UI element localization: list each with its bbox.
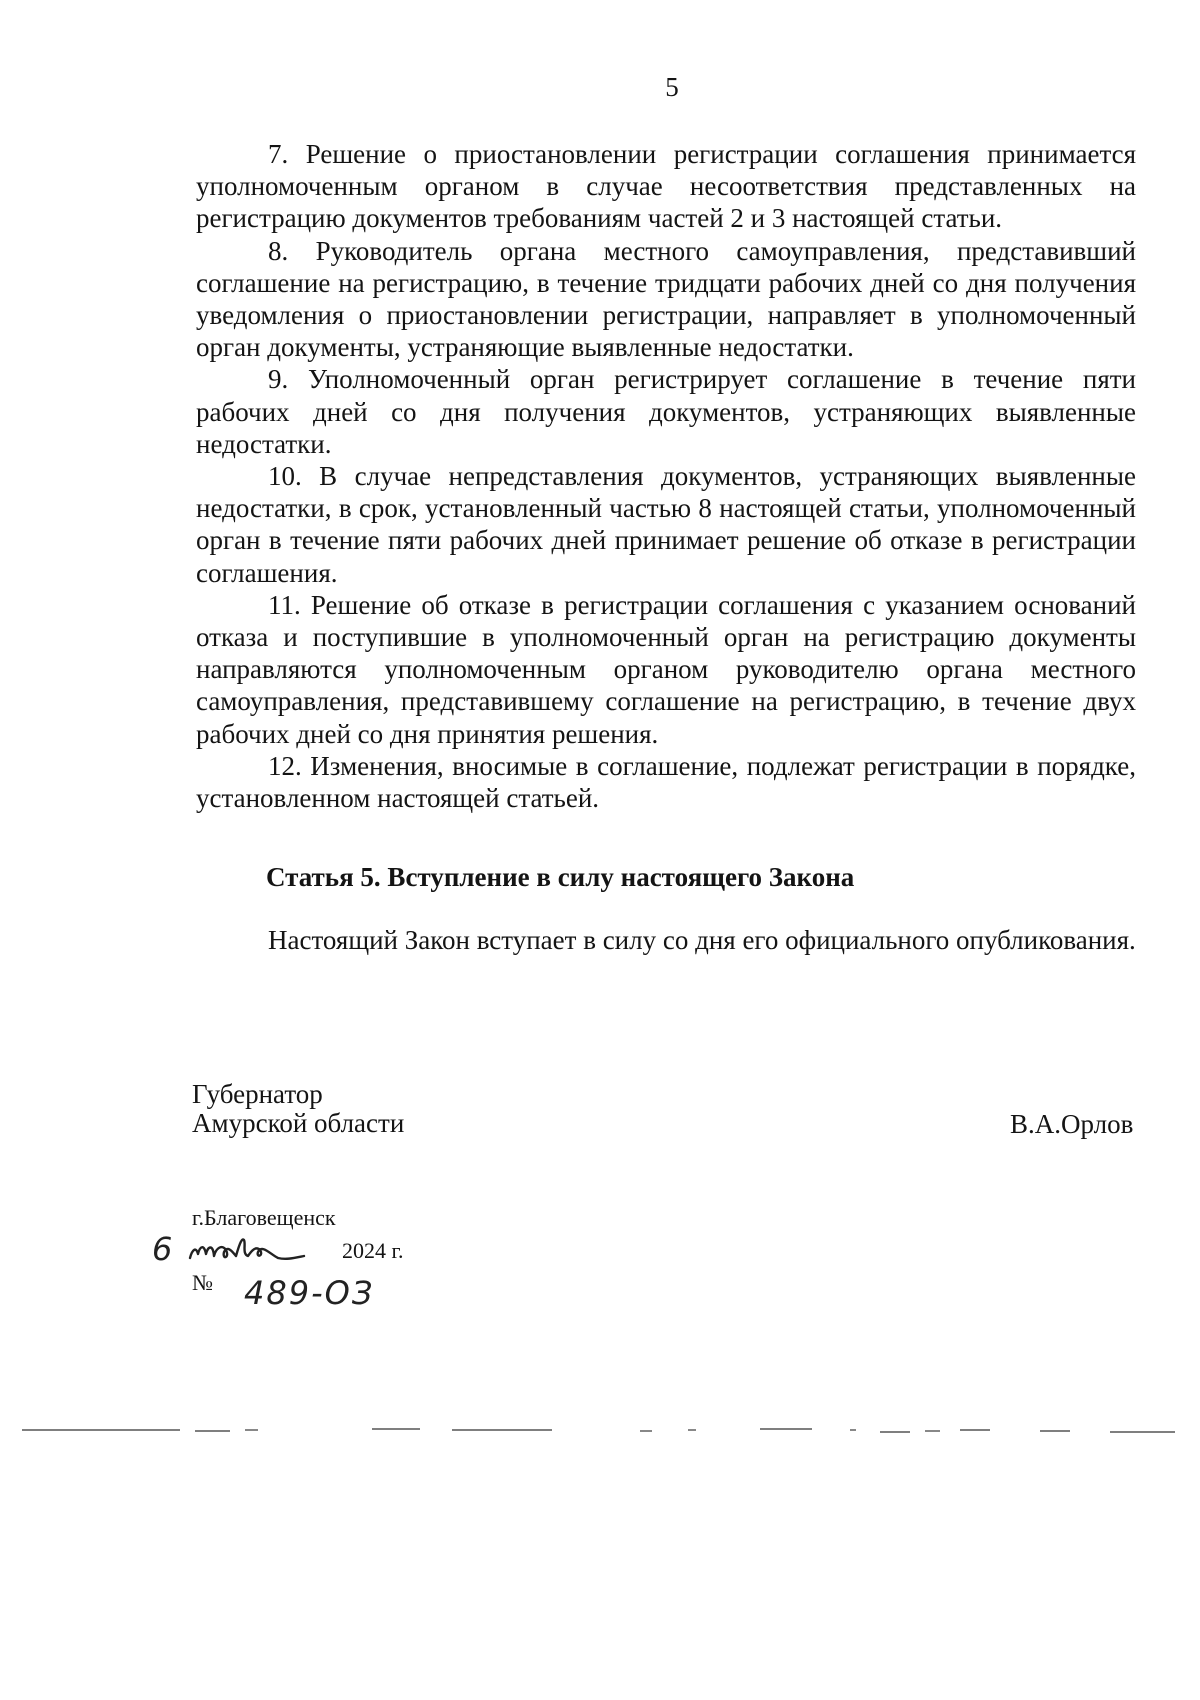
paragraph-7: 7. Решение о приостановлении регистрации соглашения принимается уполномоченным органом в случае несоответствия представленных на регистрацию документов требованиям частей 2 и 3 настоящей статьи. <box>196 139 1136 234</box>
article-4-body <box>196 138 1136 814</box>
paragraph-9: 9. Уполномоченный орган регистрирует соглашение в течение пяти рабочих дней со дня получения документов, устраняющих выявленные недостатки. <box>196 364 1136 459</box>
article-5-text: Настоящий Закон вступает в силу со дня его официального опубликования. <box>268 925 1136 955</box>
handwritten-month <box>186 1228 316 1272</box>
paragraph-11: 11. Решение об отказе в регистрации соглашения с указанием оснований отказа и поступившие в уполномоченный орган на регистрацию документы направляются уполномоченным органом руководителю органа местного самоуправления, представившему соглашение на регистрацию, в течение двух рабочих дней со дня принятия решения. <box>196 589 1136 749</box>
law-number <box>192 1270 592 1314</box>
page-number: 5 <box>665 72 679 102</box>
signing-date <box>152 1228 552 1272</box>
paragraph-12: 12. Изменения, вносимые в соглашение, подлежат регистрации в порядке, установленном настоящей статьей. <box>196 750 1136 814</box>
paragraph-10: 10. В случае непредставления документов, устраняющих выявленные недостатки, в срок, установленный частью 8 настоящей статьи, уполномоченный орган в течение пяти рабочих дней принимает решение об отказе в регистрации соглашения. <box>196 461 1136 588</box>
signing-place: г.Благовещенск <box>192 1205 336 1230</box>
handwritten-law-number: 489-ОЗ <box>244 1274 375 1312</box>
signature-title-line2: Амурской области <box>192 1108 405 1138</box>
paragraph-8: 8. Руководитель органа местного самоуправления, представивший соглашение на регистрацию, в течение тридцати рабочих дней со дня получения уведомления о приостановлении регистрации, направляет в уполномоченный орган документы, устраняющие выявленные недостатки. <box>196 235 1136 363</box>
handwritten-day: 6 <box>152 1230 173 1268</box>
signature-title <box>192 1080 404 1138</box>
signature-title-line1: Губернатор <box>192 1079 323 1109</box>
date-year: 2024 г. <box>342 1238 404 1263</box>
signature-name: В.А.Орлов <box>1010 1109 1134 1139</box>
number-sign: № <box>192 1270 213 1295</box>
article-5-heading: Статья 5. Вступление в силу настоящего Закона <box>266 862 855 892</box>
scan-noise-lines <box>0 1420 1200 1440</box>
